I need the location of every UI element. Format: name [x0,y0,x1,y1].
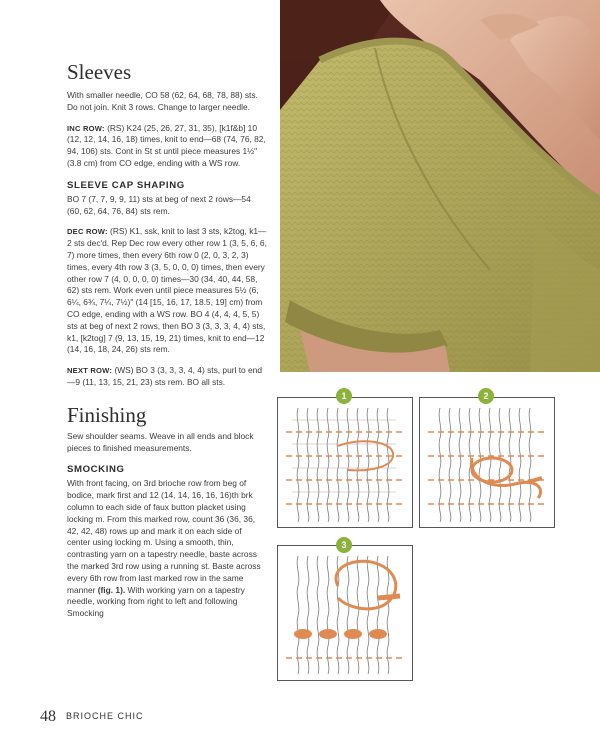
text-column [67,60,267,620]
dec-row-label: DEC ROW: [67,227,108,237]
sleeves-heading: Sleeves [67,60,132,84]
figure-3-badge: 3 [336,537,352,553]
cap-bo-text: BO 7 (7, 7, 9, 9, 11) sts at beg of next 2 rows—54 (60, 62, 64, 76, 84) sts rem. [67,193,251,216]
next-row-label: NEXT ROW: [67,366,113,376]
page-footer [40,708,144,726]
dec-row-paragraph [67,226,267,356]
next-row-paragraph [67,365,267,389]
smocking-text [67,478,267,620]
figure-1-badge: 1 [336,388,352,404]
inc-row-text: (RS) K24 (25, 26, 27, 31, 35), [k1f&b] 10 (12, 12, 14, 16, 18) times, knit to end—68 (74, 76, 82, 94, 106) sts. Cont in St st until piece measures 1½" (3.8 cm) from CO edge, ending with a WS row. [67,122,266,168]
smocking-text-pre: With front facing, on 3rd brioche row from beg of bodice, mark first and 12 (14, 14, 16, 16, 16)th brk column to each side of faux button placket using locking m. From this marked row, count 36 (36, 36, 42, 42, 48) rows up and mark it on each side of center using locking m. Using a smooth, thin, contrasting yarn on a tapestry needle, baste across the marked 3rd row using a running st. Baste across every 6th row from last marked row in the same manner [67,478,261,595]
sweater-photo [280,0,600,372]
finishing-heading: Finishing [67,402,147,427]
inc-row-paragraph [67,123,267,170]
sleeves-intro: With smaller needle, CO 58 (62, 64, 68, 78, 88) sts. Do not join. Knit 3 rows. Change to larger needle. [67,90,258,112]
dec-row-text: (RS) K1, ssk, knit to last 3 sts, k2tog, k1—2 sts dec'd. Rep Dec row every other row 1 (3, 5, 6, 6, 7) more times, then every 6th row 0 (2, 0, 3, 2, 3) times, every 4th row 3 (3, 5, 0, 0, 0) times, then every other row 7 (4, 0, 0, 0, 0) times—30 (34, 40, 44, 58, 62) sts rem. Work even until piece measures 5½ (6, 6¼, 6¾, 7¼, 7½)" (14 [15, 16, 17, 18.5, 19] cm) from CO edge, ending with a WS row. BO 4 (4, 4, 4, 5, 5) sts at beg of next 2 rows, then BO 3 (3, 3, 3, 4, 4) sts, k1, [k2tog] 7 (9, 13, 15, 19, 21) times, knit to end—12 (14, 16, 18, 24, 26) sts rem. [67,226,267,355]
inc-row-label: INC ROW: [67,123,105,133]
smocking-heading: SMOCKING [67,464,125,476]
figure-1 [277,397,413,528]
figure-3 [277,545,413,681]
smocking-text-post: With working yarn on a tapestry needle, working from right to left and following Smocking [67,584,245,619]
running-title: BRIOCHE CHIC [66,711,144,721]
figure-2 [419,397,555,528]
sleeve-cap-heading: SLEEVE CAP SHAPING [67,179,185,191]
figure-2-badge: 2 [478,388,494,404]
page-number: 48 [40,708,56,725]
figure-reference: (fig. 1). [97,584,126,595]
finishing-text: Sew shoulder seams. Weave in all ends and block pieces to finished measurements. [67,430,254,453]
next-row-text: (WS) BO 3 (3, 3, 3, 4, 4) sts, purl to end—9 (11, 13, 15, 21, 23) sts rem. BO all sts. [67,365,263,387]
